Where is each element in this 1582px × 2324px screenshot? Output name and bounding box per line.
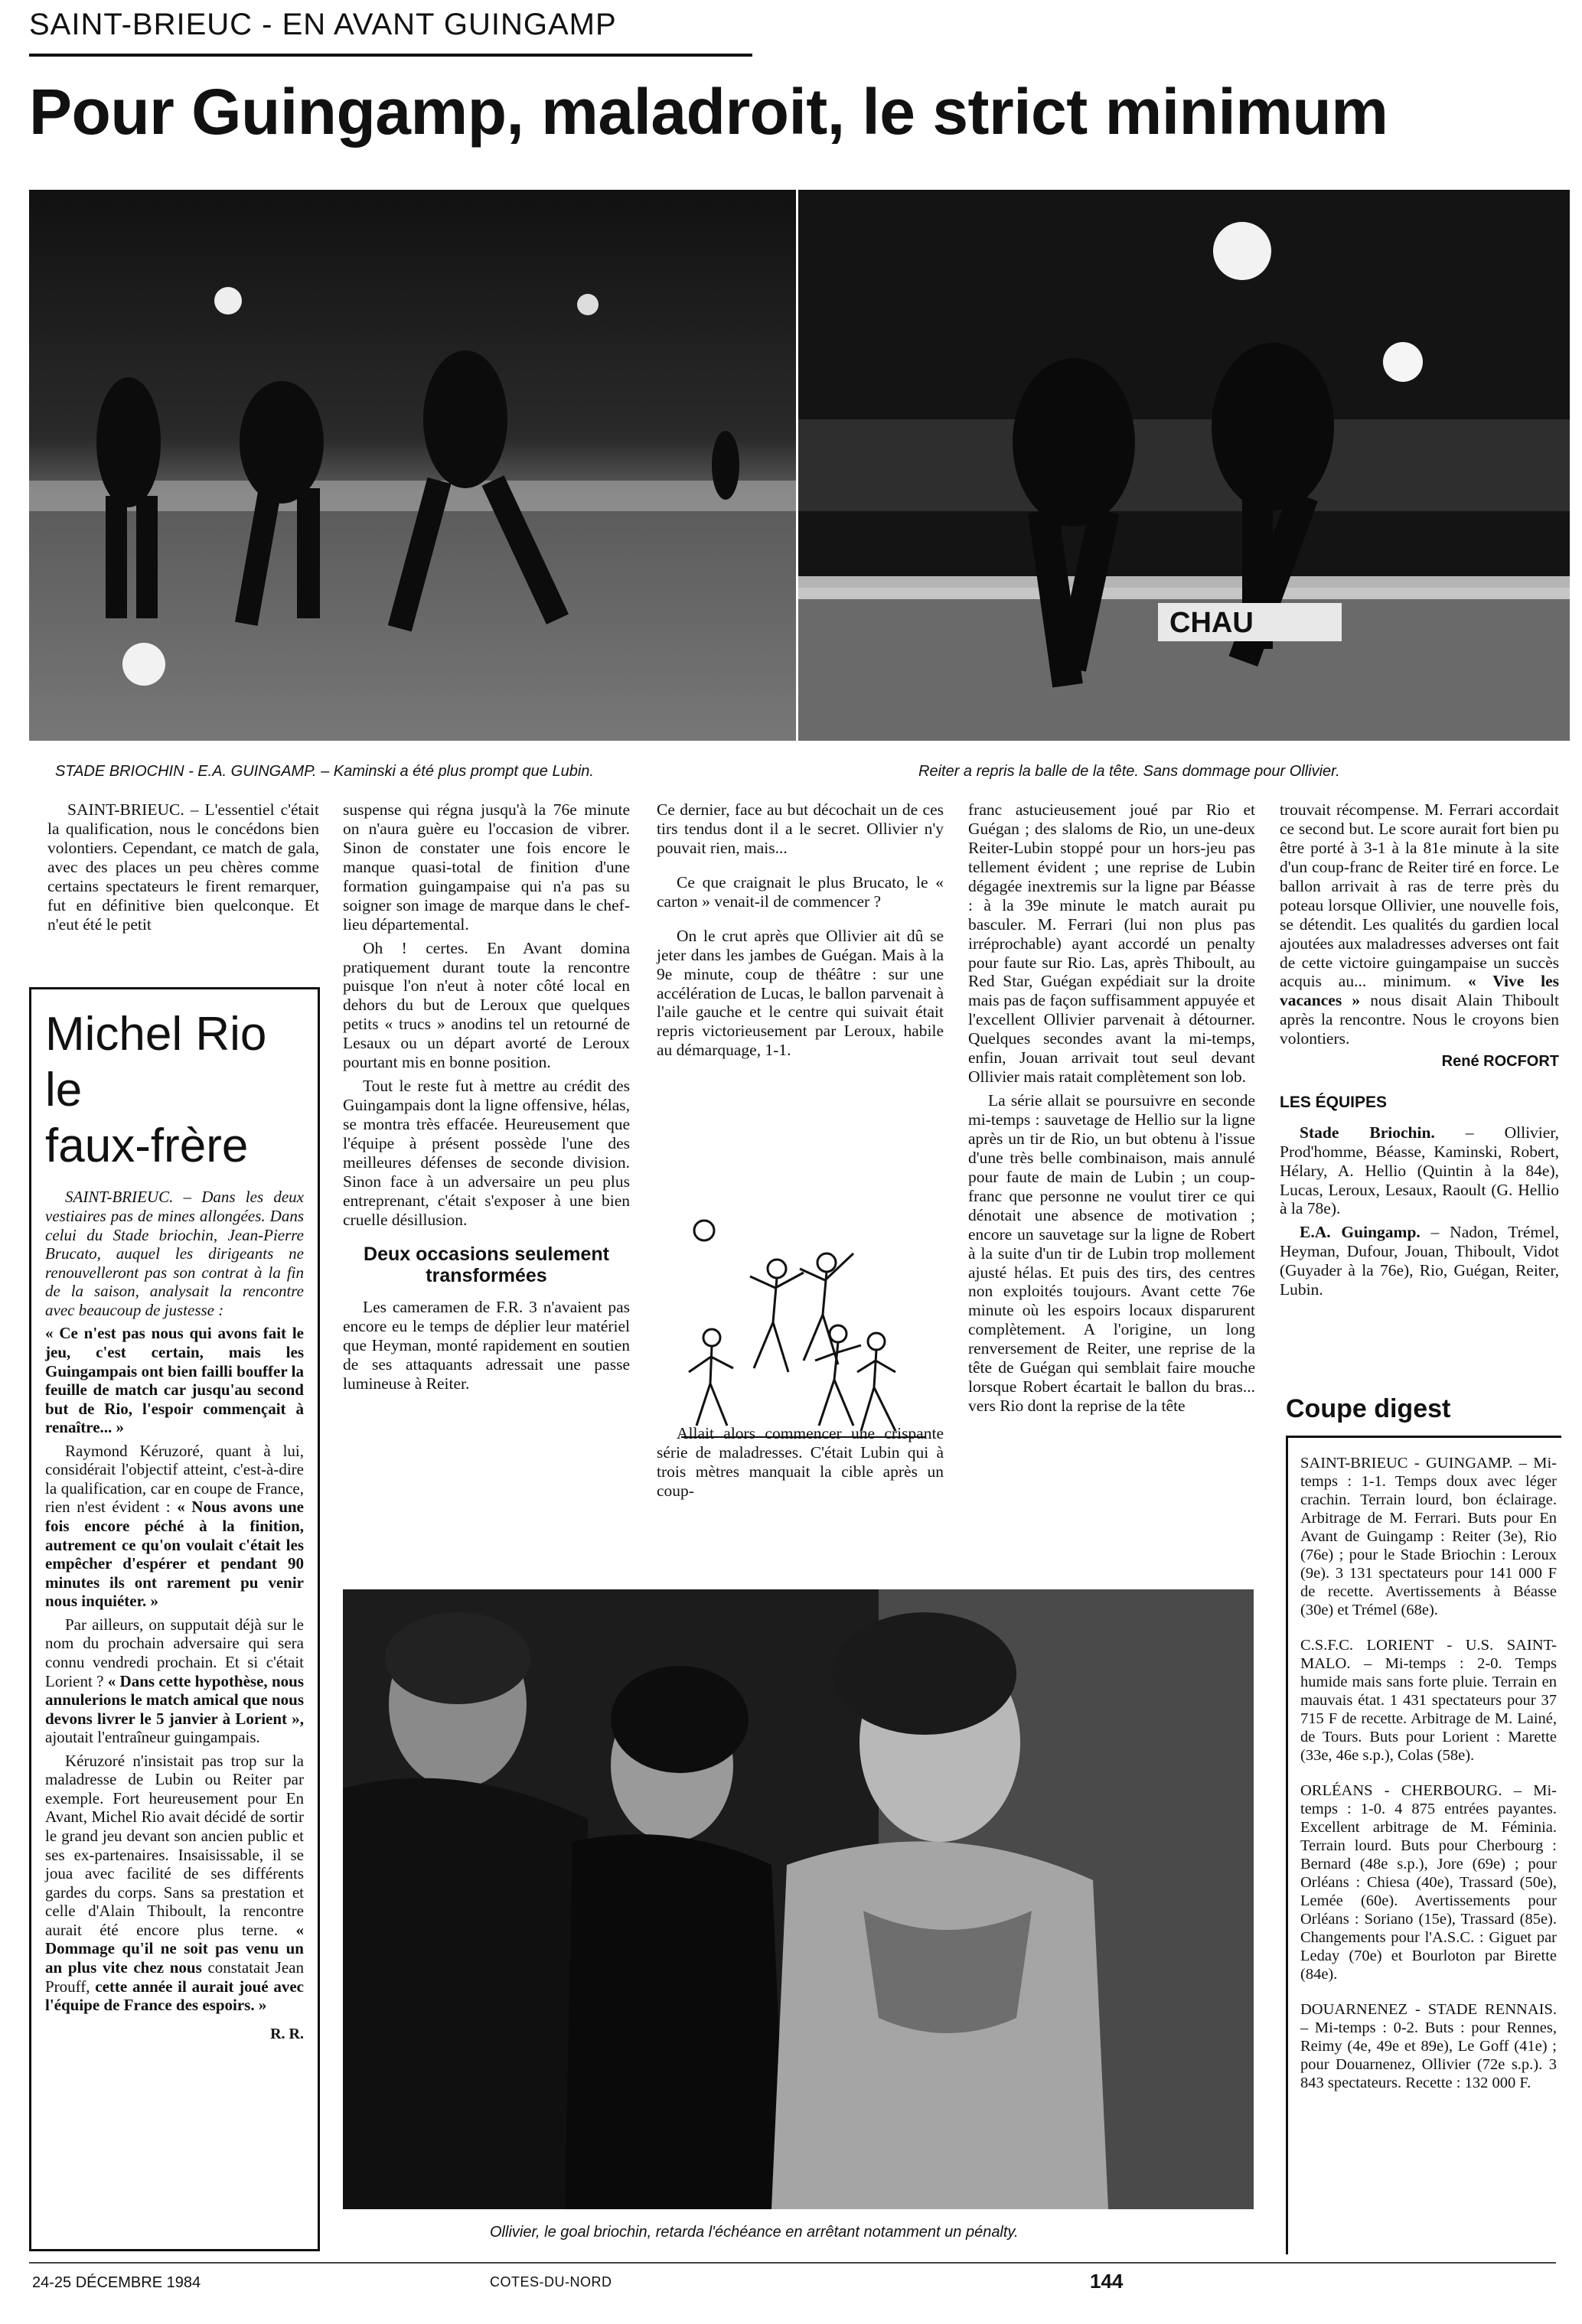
sidebar-quote: « Dommage qu'il ne soit pas venu un an plus vite chez nous [45, 1920, 304, 1977]
article-paragraph: On le crut après que Ollivier ait dû se jeter dans les jambes de Guégan. Mais à la 9e minute, coup de théâtre : sur une accélération de Lucas, le ballon parvenait à l'aile gauche et le centre qui suivait était repris victorieusement par Leroux, habile au démarquage, 1-1. [657, 926, 944, 1060]
article-column-5 [1280, 800, 1559, 1304]
article-subheading: Deux occasions seulement transformées [364, 1243, 609, 1287]
sign-text: CHAU [1169, 607, 1254, 639]
sidebar-body: SAINT-BRIEUC. – Dans les deux vestiaires pas de mines allongées. Dans celui du Stade briochin, Jean-Pierre Brucato, auquel les dirigeants ne renouvelleront pas son contrat à la fin de la saison, analysait la rencontre avec beaucoup de justesse : « Ce n'est pas nous qui avons fait le jeu, c'est certain, mais les Guingampais ont bien failli bouffer la feuille de match car jusqu'au second but de Rio, l'espoir commençait à renaître... » Raymond Kéruzoré, quant à lui, considérait l'objectif atteint, c'est-à-dire la qualification, car en coupe de France, rien n'est évident : « Nous avons une fois encore péché à la finition, autrement ce qu'on voulait c'était les empêcher d'espérer et pendant 90 minutes ils ont rarement pu venir nous inquiéter. » Par ailleurs, on supputait déjà sur le nom du prochain adversaire qui sera connu vendredi prochain. Et si c'était Lorient ? « Dans cette hypothèse, nous annulerions le match amical que nous devons livrer le 5 janvier à Lorient », ajoutait l'entraîneur guingampais. Kéruzoré n'insistait pas trop sur la maladresse de Lubin ou Reiter par exemple. Fort heureusement pour En Avant, Michel Rio avait décidé de sortir le grand jeu devant son ancien public et ses ex-partenaires. Insaisissable, il se joua avec facilité de ses différents gardes du corps. Sans sa prestation et celle d'Alain Thiboult, la rencontre aurait été encore plus terne. « Dommage qu'il ne soit pas venu un an plus vite chez nous constatait Jean Prouff, cette année il aurait joué avec l'équipe de France des espoirs. » R. R. [45, 1188, 305, 2042]
article-paragraph: Allait alors commencer une crispante série de maladresses. C'était Lubin qui à trois mètres manquait la cible après un coup- [657, 1424, 944, 1501]
sidebar-box [29, 987, 320, 2251]
sidebar-lead: SAINT-BRIEUC. – Dans les deux vestiaires pas de mines allongées. Dans celui du Stade briochin, Jean-Pierre Brucato, auquel les dirigeants ne renouvelleront pas son contrat à la fin de la saison, analysait la rencontre avec beaucoup de justesse : [45, 1188, 304, 1319]
article-signature: René ROCFORT [1441, 1053, 1559, 1071]
article-paragraph: Les cameramen de F.R. 3 n'avaient pas encore eu le temps de déplier leur matériel que Heyman, monté rapidement en soutien de ses attaquants adressait une passe lumineuse à Reiter. [343, 1298, 630, 1393]
teams-label: LES ÉQUIPES [1280, 1094, 1388, 1112]
article-paragraph: Ce que craignait le plus Brucato, le « carton » venait-il de commencer ? [657, 872, 944, 911]
article-paragraph: suspense qui régna jusqu'à la 76e minute on n'aura guère eu l'occasion de vibrer. Sinon de constater une fois encore le manque quasi-total de finition d'une formation guingampaise qui n'a pas su soigner son image de marque dans le chef-lieu départemental. [343, 800, 630, 934]
article-paragraph: franc astucieusement joué par Rio et Guégan ; des slaloms de Rio, un une-deux Reiter-Lubin stoppé pour un hors-jeu pas tellement évident ; une reprise de Lubin dégagée inextremis sur la ligne par Béasse : à la 39e minute le match aurait pu basculer. M. Ferrari (lui non plus pas irréprochable) ayant accordé un penalty pour faute sur Rio. Las, après Thiboult, au Red Star, Guégan expédiait sur la droite mais pas de façon suffisamment appuyée et l'excellent Ollivier parvenait à détourner. Quelques secondes avant la mi-temps, enfin, Jouan arrivait tout seul devant Ollivier mais ratait complètement son lob. [968, 800, 1255, 1087]
sidebar-quote: « Dans cette hypothèse, nous annulerions le match amical que nous devons livrer le 5 janvier à Lorient », [45, 1671, 305, 1728]
kicker: SAINT-BRIEUC - EN AVANT GUINGAMP [29, 8, 617, 41]
sidebar-quote: « Ce n'est pas nous qui avons fait le jeu, c'est certain, mais les Guingampais ont bien failli bouffer la feuille de match car jusqu'au second but de Rio, l'espoir commençait à renaître... » [45, 1324, 304, 1437]
digest-entry: C.S.F.C. LORIENT - U.S. SAINT-MALO. – Mi-temps : 2-0. Temps humide mais sans forte pluie. Terrain en mauvais état. 1 431 spectateurs pour 37 715 F de recette. Arbitrage de M. Lainé, de Tours. Buts pour Lorient : Marette (33e, 46e s.p.), Colas (58e). [1300, 1636, 1557, 1764]
sidebar-signature: R. R. [270, 2025, 304, 2042]
photo-dressing-room [343, 1589, 1254, 2209]
article-column-1 [47, 800, 319, 939]
teams-briochin: Stade Briochin. – Ollivier, Prod'homme, Béasse, Kaminski, Robert, Hélary, A. Hellio (Quintin à la 84e), Lucas, Leroux, Lesaux, Raoult (G. Hellio à la 78e). [1280, 1123, 1560, 1218]
digest-title: Coupe digest [1286, 1394, 1451, 1423]
article-paragraph: trouvait récompense. M. Ferrari accordait ce second but. Le score aurait fort bien pu être porté à 3-1 à la 81e minute à la site d'un coup-franc de Reiter tiré en force. Le ballon arrivait à ras de terre près du poteau lorsque Ollivier, une nouvelle fois, se détendit. Les qualités du gardien local ajoutées aux maladresses adverses ont fait de cette victoire guingampaise un succès acquis au... minimum. « Vive les vacances » nous disait Alain Thiboult après la rencontre. Nous le croyons bien volontiers. [1280, 800, 1560, 1048]
photo-kaminski-lubin [29, 190, 796, 741]
digest-entry: SAINT-BRIEUC - GUINGAMP. – Mi-temps : 1-1. Temps doux avec léger crachin. Terrain lourd, bon éclairage. Arbitrage de M. Ferrari. Buts pour En Avant de Guingamp : Reiter (3e), Rio (76e) ; pour le Stade Briochin : Leroux (9e). 3 131 spectateurs pour 141 000 F de recette. Avertissements à Béasse (30e) et Trémel (68e). [1300, 1455, 1557, 1618]
caption-photo-left: STADE BRIOCHIN - E.A. GUINGAMP. – Kaminski a été plus prompt que Lubin. [55, 763, 594, 780]
digest-entry: ORLÉANS - CHERBOURG. – Mi-temps : 1-0. 4 875 entrées payantes. Excellent arbitrage de M. Féminia. Terrain lourd. Buts pour Cherbourg : Bernard (48e s.p.), Jore (69e) ; pour Orléans : Chiesa (40e), Trassard (50e), Lemée (60e). Avertissements pour Orléans : Soriano (15e), Trassard (85e). Changements pour l'A.S.C. : Giguet par Leday (70e) et Bourloton par Birette (84e). [1300, 1781, 1557, 1983]
headline: Pour Guingamp, maladroit, le strict minimum [29, 76, 1388, 148]
footer-date: 24-25 DÉCEMBRE 1984 [32, 2274, 201, 2291]
sidebar-title: Michel Rio le faux-frère [45, 1008, 267, 1173]
article-paragraph: Ce dernier, face au but décochait un de ces tirs tendus dont il a le secret. Ollivier n'y pouvait rien, mais... [657, 800, 944, 857]
article-column-4 [968, 800, 1255, 1420]
article-paragraph: SAINT-BRIEUC. – L'essentiel c'était la qualification, nous le concédons bien volontiers. Cependant, ce match de gala, avec des places un peu chères comme certains spectateurs le firent remarquer, fut en définitive bien quelconque. Et n'eut été le petit [47, 800, 319, 934]
footer-region: COTES-DU-NORD [490, 2274, 612, 2290]
digest-entry: DOUARNENEZ - STADE RENNAIS. – Mi-temps : 0-2. Buts : pour Rennes, Reimy (4e, 49e et 89e), Le Goff (41e) ; pour Douarnenez, Ollivier (72e s.p.). 3 843 spectateurs. Recette : 132 000 F. [1300, 2000, 1557, 2091]
kicker-rule [29, 54, 752, 57]
article-paragraph: Oh ! certes. En Avant domina pratiquement durant toute la rencontre puisque l'on n'eut à noter côté local en dehors du but de Leroux que quelques petits « trucs » anodins tel un retourné de Lesaux ou un départ avorté de Leroux pourtant mis en bonne position. [343, 938, 630, 1072]
football-drawing [674, 1208, 934, 1452]
sidebar-quote: cette année il aurait joué avec l'équipe de France des espoirs. » [45, 1977, 304, 2015]
page-number: 144 [1090, 2270, 1124, 2293]
footer-rule [29, 2262, 1556, 2264]
sidebar-quote: « Nous avons une fois encore péché à la finition, autrement ce qu'on voulait c'était les empêcher d'espérer et pendant 90 minutes ils ont rarement pu venir nous inquiéter. » [45, 1498, 304, 1611]
teams-guingamp: E.A. Guingamp. – Nadon, Trémel, Heyman, Dufour, Jouan, Thiboult, Vidot (Guyader à la 76e), Rio, Guégan, Reiter, Lubin. [1280, 1223, 1559, 1299]
article-paragraph: La série allait se poursuivre en seconde mi-temps : sauvetage de Hellio sur la ligne après un tir de Rio, un but obtenu à l'issue d'une très belle combinaison, mais annulé pour faute de main de Lubin ; un coup-franc que personne ne voulut tirer ce qui dénotait une absence de motivation ; encore un sauvetage sur la ligne de Robert à la suite d'un tir de Lubin trop mollement ajusté hélas. Et puis des tirs, des centres non exploités toujours. Avant cette 76e minute où les espoirs locaux disparurent complètement. A l'origine, un long renversement de Reiter, une reprise de la tête de Guégan qui semblait faire mouche lorsque Robert écartait le ballon du bras... vers Rio dont la reprise de la tête [968, 1091, 1255, 1416]
article-paragraph: Tout le reste fut à mettre au crédit des Guingampais dont la ligne offensive, hélas, se montra très effacée. Heureusement que l'équipe à présent possède l'une des meilleures défenses de seconde division. Sinon face à un adversaire un peu plus entreprenant, c'était s'exposer à une bien cruelle désillusion. [343, 1077, 630, 1229]
caption-photo-bottom: Ollivier, le goal briochin, retarda l'échéance en arrêtant notamment un pénalty. [490, 2224, 1019, 2241]
digest-box [1286, 1436, 1561, 2254]
caption-photo-right: Reiter a repris la balle de la tête. Sans dommage pour Ollivier. [918, 763, 1340, 780]
photo-reiter-header [798, 190, 1570, 741]
article-column-2 [343, 800, 630, 1398]
